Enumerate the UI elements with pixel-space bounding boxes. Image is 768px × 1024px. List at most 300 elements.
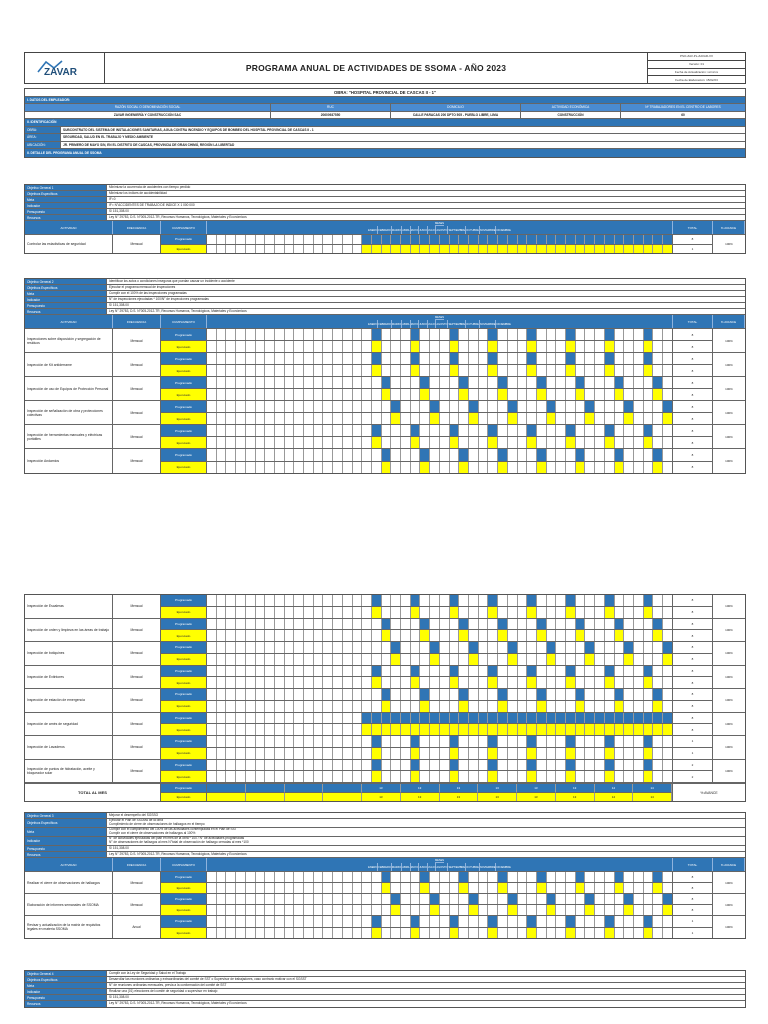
month-label: DICIEMBRE <box>496 865 511 869</box>
info-value: S/ 151,308.00 <box>109 303 129 307</box>
svg-text:ZAVAR: ZAVAR <box>43 67 77 78</box>
month-label: MARZO <box>392 863 402 871</box>
info-label: Objetivos Específicos <box>25 977 107 982</box>
info-value: Minimizar la ocurrencia de accidentes con tiempo perdido <box>109 185 191 189</box>
activity-avance: 100% <box>725 674 733 679</box>
compliance-type <box>161 595 207 618</box>
activity-frequency: Mensual <box>113 736 161 759</box>
ejecutado-label: Ejecutado <box>161 245 206 254</box>
activity-row <box>25 377 745 401</box>
avance-column-header: % AVANCE <box>713 858 745 871</box>
month-total: 13 <box>362 784 401 793</box>
activity-name: Inspección de herramientas manuales y eléctricas portátiles <box>25 425 113 448</box>
activity-name: Realizar el cierre de observaciones de hallazgos <box>25 872 113 893</box>
ejecutado-label: Ejecutado <box>161 905 206 915</box>
info-label: Objetivo General 2 <box>25 279 107 284</box>
months-header <box>207 315 673 328</box>
info-value: Mejorar el desempeño del SGSSO <box>109 813 159 817</box>
compliance-type <box>161 872 207 893</box>
compliance-type <box>161 353 207 376</box>
activity-avance: 100% <box>725 698 733 703</box>
compliance-type <box>161 642 207 665</box>
activity-totals <box>673 425 713 448</box>
month-label: DICIEMBRE <box>496 228 511 232</box>
month-total: 13 <box>440 793 479 802</box>
frequency-column-header: FRECUENCIA <box>113 315 161 328</box>
month-total: 14 <box>595 784 634 793</box>
activity-avance: 100% <box>725 768 733 773</box>
total-programado: 8 <box>673 619 712 631</box>
info-label: Indicador <box>25 989 107 994</box>
schedule-grid <box>207 425 673 448</box>
activity-row <box>25 642 745 666</box>
month-total: 14 <box>633 793 672 802</box>
total-programado: 1 <box>673 916 712 928</box>
info-value: N° de inspecciones ejecutadas * 100/N° de inspecciones programadas <box>109 297 209 301</box>
activity-frequency: Mensual <box>113 619 161 642</box>
month-total: 13 <box>556 784 595 793</box>
identification-row <box>25 142 745 150</box>
doc-update-date: Fecha de Actualización: xx/xx/xx <box>648 69 745 77</box>
info-value: Ley N° 29783, D.S. N°005-2012-TR, Recursos Humanos, Tecnológicos, Materiales y Económicos <box>109 215 247 219</box>
field-value: SEGURIDAD, SALUD EN EL TRABAJO Y MEDIO AMBIENTE <box>63 135 154 140</box>
info-label: Objetivo General 4 <box>25 971 107 976</box>
info-value: Minimizar los índices de accidentabilidad <box>109 191 167 195</box>
total-ejecutado: 8 <box>691 633 694 638</box>
info-value: IF=0 <box>109 197 116 201</box>
activity-table-header <box>25 858 745 872</box>
activity-avance: 100% <box>725 338 733 343</box>
activity-frequency: Mensual <box>113 713 161 736</box>
activity-avance: 100% <box>725 604 733 609</box>
activity-row <box>25 872 745 894</box>
company-name: ZAVAR INGENIERÍA Y CONSTRUCCIÓN SAC <box>25 112 271 119</box>
activity-frequency: Mensual <box>113 401 161 424</box>
objective-4-table <box>24 970 746 1008</box>
programado-label: Programado <box>161 736 206 748</box>
activity-avance: 100% <box>725 627 733 632</box>
activity-column-header: ACTIVIDAD <box>25 315 113 328</box>
total-programado: 2 <box>673 760 712 772</box>
column-header: RUC <box>271 104 391 111</box>
programado-label: Programado <box>161 449 206 462</box>
detail-section-header <box>25 149 745 157</box>
info-label: Indicador <box>25 297 107 302</box>
doc-version: Versión: 01 <box>648 61 745 69</box>
ejecutado-label: Ejecutado <box>161 413 206 424</box>
zavar-logo-icon <box>34 58 96 78</box>
ejecutado-label: Ejecutado <box>161 771 206 782</box>
activity-totals <box>673 666 713 689</box>
ejecutado-label: Ejecutado <box>161 748 206 759</box>
activity-row <box>25 353 745 377</box>
activity-totals <box>673 401 713 424</box>
employer-section-header <box>25 97 745 105</box>
field-label: ÁREA: <box>25 134 61 141</box>
month-label: ENERO <box>368 226 378 234</box>
activity-avance: 100% <box>725 745 733 750</box>
employer-values <box>25 112 745 120</box>
month-label: NOVIEMBRE <box>480 226 497 234</box>
activity-row <box>25 329 745 353</box>
total-ejecutado: 8 <box>691 680 694 685</box>
column-header: ACTIVIDAD ECONÓMICA <box>521 104 621 111</box>
activity-totals <box>673 713 713 736</box>
total-ejecutado: 8 <box>691 440 694 445</box>
total-label: TOTAL AL MES <box>25 784 161 801</box>
activity-name: Inspección de orden y limpieza en las áreas de trabajo <box>25 619 113 642</box>
programado-label: Programado <box>161 425 206 437</box>
activity-name: Inspección de Extintores <box>25 666 113 689</box>
ejecutado-label: Ejecutado <box>161 630 206 641</box>
month-total: 13 <box>401 793 440 802</box>
info-label: Indicador <box>25 837 107 845</box>
month-total: 14 <box>595 793 634 802</box>
activity-totals <box>673 595 713 618</box>
activity-frequency: Mensual <box>113 425 161 448</box>
month-label: MARZO <box>392 226 402 234</box>
activity-totals <box>673 619 713 642</box>
month-label: ABRIL <box>402 226 411 234</box>
programado-label: Programado <box>161 784 206 793</box>
month-label: ENERO <box>368 320 378 328</box>
schedule-grid <box>207 894 673 915</box>
activity-row <box>25 235 745 253</box>
column-header: RAZÓN SOCIAL O DENOMINACIÓN SOCIAL <box>25 104 271 111</box>
activity-row <box>25 619 745 643</box>
activity-name: Controlar las estadísticas de seguridad <box>25 235 113 253</box>
activity-frequency: Mensual <box>113 353 161 376</box>
programado-label: Programado <box>161 916 206 928</box>
company-logo <box>25 53 105 83</box>
activity-name: Inspección de botiquines <box>25 642 113 665</box>
objective-info-row <box>25 1001 745 1007</box>
document-header <box>24 52 746 84</box>
programado-label: Programado <box>161 235 206 245</box>
info-label: Objetivos Específicos <box>25 285 107 290</box>
ejecutado-label: Ejecutado <box>161 928 206 939</box>
month-label: AGOSTO <box>436 863 448 871</box>
total-programado: 8 <box>673 377 712 389</box>
ejecutado-label: Ejecutado <box>161 883 206 893</box>
total-ejecutado: 8 <box>691 886 694 890</box>
info-label: Meta <box>25 828 107 836</box>
month-label: ABRIL <box>402 863 411 871</box>
info-value: Ejecutar el Plan de SSOMA de la obra Cumplimiento de cierre de observaciones de hallazgos en el tiempo <box>109 819 205 826</box>
schedule-grid <box>207 872 673 893</box>
objective-2-table <box>24 278 746 474</box>
activity-row <box>25 760 745 784</box>
month-label: NOVIEMBRE <box>480 863 497 871</box>
total-programado: 1 <box>673 736 712 748</box>
info-label: Recursos <box>25 852 107 857</box>
activity-frequency: Mensual <box>113 760 161 783</box>
identification-row <box>25 134 745 142</box>
total-programado: 8 <box>673 595 712 607</box>
activity-frequency: Mensual <box>113 642 161 665</box>
field-value: JR. PRIMERO DE MAYO S/N, EN EL DISTRITO DE CASCAS, PROVINCIA DE GRAN CHIMÚ, REGIÓN LA LIBERTAD <box>63 142 235 147</box>
compliance-type <box>161 377 207 400</box>
total-ejecutado: 8 <box>691 704 694 709</box>
ejecutado-label: Ejecutado <box>161 341 206 352</box>
total-programado: 8 <box>673 449 712 462</box>
months-group-label: MESES <box>434 221 445 225</box>
schedule-grid <box>207 235 673 253</box>
activity-name: Inspección de señalización de obra y protecciones colectivas <box>25 401 113 424</box>
avance-column-header: % AVANCE <box>713 221 745 234</box>
activity-row <box>25 449 745 473</box>
compliance-type <box>161 689 207 712</box>
compliance-type <box>161 916 207 938</box>
doc-creation-date: Fecha de Elaboración: 15/02/23 <box>675 77 718 82</box>
obra-title: OBRA: "HOSPITAL PROVINCIAL DE CASCAS II - 1" <box>334 89 436 95</box>
month-total <box>207 784 246 793</box>
month-total <box>207 793 246 802</box>
compliance-type <box>161 235 207 253</box>
ejecutado-label: Ejecutado <box>161 793 206 801</box>
compliance-column-header: CUMPLIMIENTO <box>161 221 207 234</box>
month-total: 13 <box>401 784 440 793</box>
activity-totals <box>673 353 713 376</box>
month-total: 13 <box>517 784 556 793</box>
schedule-grid <box>207 666 673 689</box>
activity-avance: 100% <box>725 459 733 463</box>
frequency-column-header: FRECUENCIA <box>113 858 161 871</box>
month-label: FEBRERO <box>378 863 392 871</box>
activity-totals <box>673 235 713 253</box>
total-avance: % AVANCE <box>700 790 718 795</box>
month-total: 13 <box>362 793 401 802</box>
info-label: Meta <box>25 197 107 202</box>
activity-column-header: ACTIVIDAD <box>25 858 113 871</box>
activity-row <box>25 894 745 916</box>
info-label: Objetivos Específicos <box>25 819 107 827</box>
compliance-type <box>161 329 207 352</box>
ejecutado-label: Ejecutado <box>161 365 206 376</box>
compliance-type <box>161 666 207 689</box>
month-label: JULIO <box>428 320 436 328</box>
activity-name: Inspección de uso de Equipos de Protección Personal <box>25 377 113 400</box>
activity-table-header <box>25 315 745 329</box>
activity-name: Inspección de puntos de hidratación, aceite y bloqueador solar <box>25 760 113 783</box>
programado-label: Programado <box>161 401 206 413</box>
activity-avance: 100% <box>725 242 733 246</box>
month-total <box>246 793 285 802</box>
worker-count: 60 <box>681 112 685 117</box>
months-header <box>207 221 673 234</box>
activity-name: Elaboración de informes semanales de SSOMA <box>25 894 113 915</box>
doc-code: PSO-ZAV-PL-ZAVAR-XX <box>648 53 745 61</box>
total-programado: 8 <box>673 666 712 678</box>
month-total: 13 <box>478 784 517 793</box>
compliance-type <box>161 713 207 736</box>
month-label: SEPTIEMBRE <box>448 863 466 871</box>
programado-label: Programado <box>161 666 206 678</box>
activity-frequency: Mensual <box>113 235 161 253</box>
programado-label: Programado <box>161 713 206 725</box>
compliance-column-header: CUMPLIMIENTO <box>161 858 207 871</box>
compliance-type <box>161 760 207 783</box>
activity-frequency: Anual <box>113 916 161 938</box>
ejecutado-label: Ejecutado <box>161 724 206 735</box>
schedule-grid <box>207 713 673 736</box>
month-label: ENERO <box>368 863 378 871</box>
month-label: MARZO <box>392 320 402 328</box>
total-ejecutado: 8 <box>691 392 694 397</box>
activity-table-header <box>25 221 745 235</box>
activity-name: Inspección de arnés de seguridad <box>25 713 113 736</box>
total-compliance-type <box>161 784 207 801</box>
month-label: JUNIO <box>419 320 428 328</box>
month-label: AGOSTO <box>436 226 448 234</box>
info-label: Objetivo General 1 <box>25 185 107 190</box>
info-value: Ley N° 29783, D.S. N°005-2012-TR, Recursos Humanos, Tecnológicos, Materiales y Económicos <box>109 852 247 856</box>
activity-avance: 100% <box>725 434 733 439</box>
section-title: II. IDENTIFICACIÓN <box>27 120 57 125</box>
total-ejecutado: 8 <box>691 465 694 470</box>
field-value: SUBCONTRATO DEL SISTEMA DE INSTALACIONES SANITARIAS, AGUA CONTRA INCENDIO Y EQUIPOS DE BOMBEO DEL HOSPITAL PROVINCIAL DE CASCAS II - 1 <box>63 127 314 132</box>
company-activity: CONSTRUCCIÓN <box>521 112 621 119</box>
info-value: Cumplir con la Ley de Seguridad y Salud en el Trabajo <box>109 971 187 975</box>
activity-totals <box>673 872 713 893</box>
schedule-grid <box>207 353 673 376</box>
activity-avance: 100% <box>725 651 733 656</box>
activity-name: Inspección de estación de emergencia <box>25 689 113 712</box>
total-ejecutado: 1 <box>691 930 694 935</box>
month-label: MAYO <box>411 863 419 871</box>
activity-name: Inspección de Escaleras <box>25 595 113 618</box>
ejecutado-label: Ejecutado <box>161 607 206 618</box>
programado-label: Programado <box>161 595 206 607</box>
info-value: Ley N° 29783, D.S. N°005-2012-TR, Recursos Humanos, Tecnológicos, Materiales y Económicos <box>109 309 247 313</box>
info-label: Recursos <box>25 215 107 220</box>
activity-row <box>25 689 745 713</box>
total-ejecutado: 1 <box>691 751 694 756</box>
info-label: Meta <box>25 291 107 296</box>
ejecutado-label: Ejecutado <box>161 701 206 712</box>
activity-row <box>25 736 745 760</box>
activity-row <box>25 916 745 938</box>
total-ejecutado: 8 <box>691 657 694 662</box>
info-value: S/ 151,308.00 <box>109 209 129 213</box>
activity-frequency: Mensual <box>113 872 161 893</box>
info-value: Ejecutar el programa mensual de inspecciones <box>109 285 176 289</box>
total-programado: 8 <box>673 872 712 883</box>
compliance-type <box>161 894 207 915</box>
schedule-grid <box>207 329 673 352</box>
programado-label: Programado <box>161 353 206 365</box>
activity-totals <box>673 736 713 759</box>
schedule-grid <box>207 736 673 759</box>
activity-name: Inspecciones sobre disposición y segregación de residuos <box>25 329 113 352</box>
total-programado: 8 <box>673 689 712 701</box>
info-label: Objetivo General 3 <box>25 813 107 818</box>
activity-frequency: Mensual <box>113 377 161 400</box>
activity-totals <box>673 894 713 915</box>
ejecutado-label: Ejecutado <box>161 677 206 688</box>
activity-name: Inspección Andamios <box>25 449 113 473</box>
month-label: ABRIL <box>402 320 411 328</box>
programado-label: Programado <box>161 642 206 654</box>
activity-avance: 100% <box>725 902 733 907</box>
total-ejecutado: 8 <box>691 727 694 732</box>
total-ejecutado: 8 <box>691 368 694 373</box>
activity-frequency: Mensual <box>113 329 161 352</box>
ejecutado-label: Ejecutado <box>161 389 206 400</box>
schedule-grid <box>207 642 673 665</box>
activity-totals <box>673 689 713 712</box>
info-value: Identificar los actos o condiciones inseguras que puedan causar un incidente o accidente <box>109 279 235 283</box>
activity-totals <box>673 642 713 665</box>
month-total: 13 <box>440 784 479 793</box>
total-programado: 8 <box>673 235 712 245</box>
month-label: DICIEMBRE <box>496 322 511 326</box>
total-ejecutado: 8 <box>691 610 694 615</box>
info-value: S/ 151,308.00 <box>109 846 129 850</box>
month-total <box>285 784 324 793</box>
month-label: MAYO <box>411 226 419 234</box>
total-ejecutado: 8 <box>691 344 694 349</box>
month-total: 14 <box>633 784 672 793</box>
info-value: S/ 151,308.00 <box>109 995 129 999</box>
activity-row <box>25 401 745 425</box>
total-programado: 8 <box>673 894 712 905</box>
info-value: IF= N°ACCIDENTES DE TRABAJO DE INDICE X 1 000 000 <box>109 203 195 207</box>
schedule-grid <box>207 760 673 783</box>
activity-totals <box>673 329 713 352</box>
programado-label: Programado <box>161 689 206 701</box>
month-label: FEBRERO <box>378 226 392 234</box>
month-label: AGOSTO <box>436 320 448 328</box>
activity-avance: 100% <box>725 721 733 726</box>
identification-row <box>25 127 745 135</box>
page-title: PROGRAMA ANUAL DE ACTIVIDADES DE SSOMA - AÑO 2023 <box>245 63 507 73</box>
total-ejecutado: 2 <box>691 774 694 779</box>
info-label: Presupuesto <box>25 995 107 1000</box>
schedule-grid <box>207 401 673 424</box>
months-header <box>207 858 673 871</box>
identification-section-header <box>25 119 745 127</box>
info-label: Recursos <box>25 309 107 314</box>
activity-totals <box>673 760 713 783</box>
activity-totals <box>673 449 713 473</box>
compliance-type <box>161 736 207 759</box>
info-label: Presupuesto <box>25 303 107 308</box>
activity-avance: 100% <box>725 362 733 367</box>
total-ejecutado: 1 <box>691 246 694 251</box>
document-codes <box>647 53 745 83</box>
employer-headers <box>25 104 745 112</box>
activity-frequency: Mensual <box>113 666 161 689</box>
months-group-label: MESES <box>434 315 445 319</box>
obra-row <box>25 89 745 97</box>
month-total <box>246 784 285 793</box>
activity-totals <box>673 377 713 400</box>
total-ejecutado: 8 <box>691 416 694 421</box>
compliance-type <box>161 619 207 642</box>
objective-info-row <box>25 837 745 846</box>
programado-label: Programado <box>161 619 206 631</box>
total-programado: 8 <box>673 713 712 725</box>
month-label: SEPTIEMBRE <box>448 226 466 234</box>
info-value: Realizar una (01) elecciones del comité de seguridad o supervisor en trabajo <box>109 989 218 993</box>
ejecutado-label: Ejecutado <box>161 654 206 665</box>
ejecutado-label: Ejecutado <box>161 462 206 474</box>
ejecutado-label: Ejecutado <box>161 437 206 448</box>
compliance-type <box>161 425 207 448</box>
objective-1-table <box>24 184 746 254</box>
months-group-label: MESES <box>434 858 445 862</box>
